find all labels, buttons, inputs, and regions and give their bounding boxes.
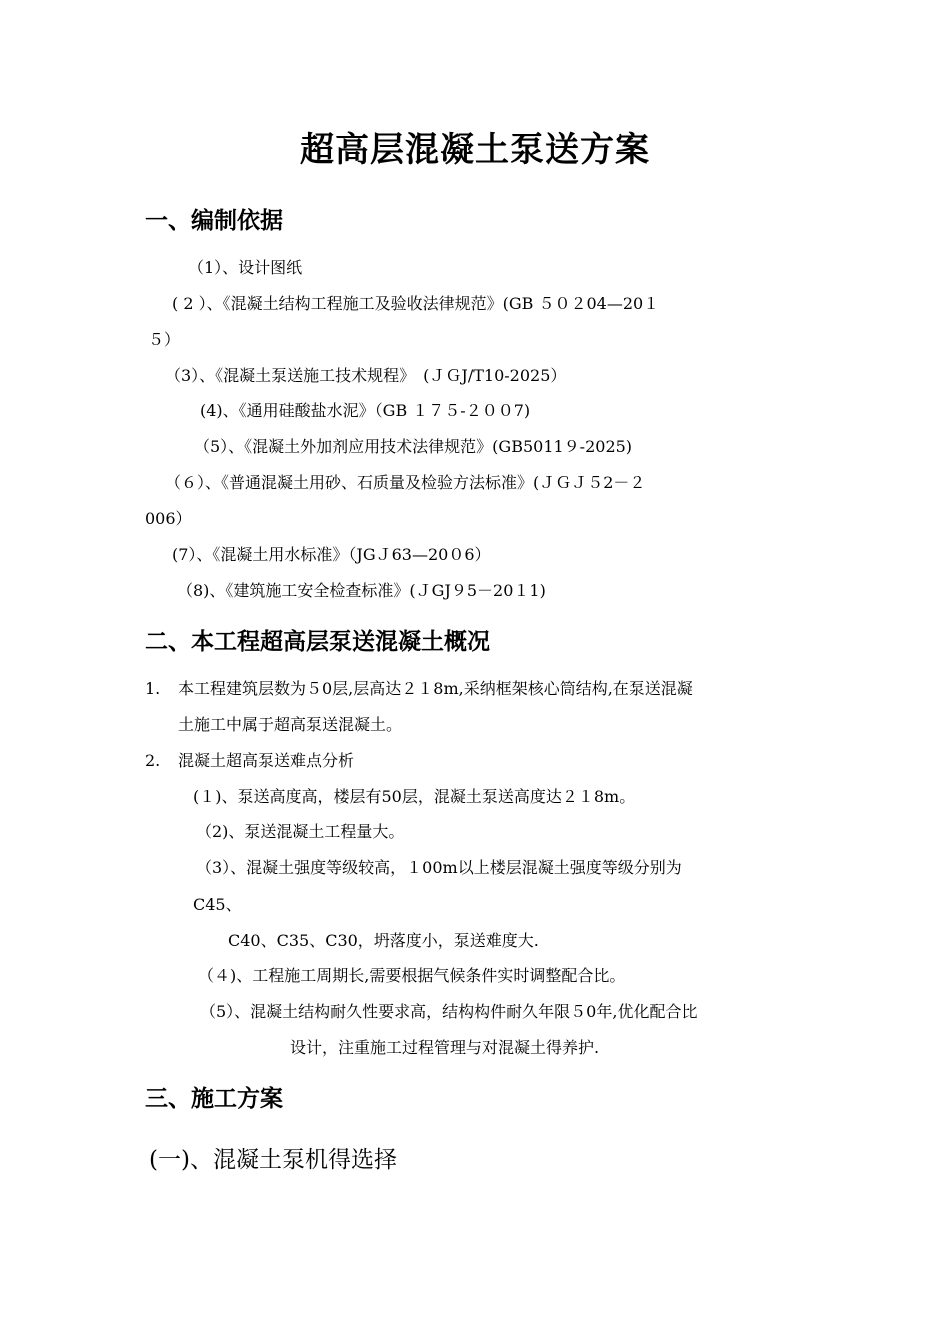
- overview-item-1-number: 1.: [145, 679, 161, 698]
- basis-item-3: （3）、《混凝土泵送施工技术规程》 (ＪＧJ/T10-2025）: [165, 366, 567, 385]
- basis-item-6-continued: 006）: [145, 509, 192, 528]
- difficulty-4: （４)、工程施工周期长,需要根据气候条件实时调整配合比。: [198, 966, 626, 985]
- difficulty-1: (１)、泵送高度高，楼层有50层，混凝土泵送高度达２１8m。: [193, 787, 636, 806]
- basis-item-2: ( 2 ）、《混凝土结构工程施工及验收法律规范》(GB ５０２04—20１: [172, 294, 660, 313]
- basis-item-8: （8)、《建筑施工安全检查标准》(ＪGJ９5－20１1): [177, 581, 546, 600]
- overview-item-1-line-2: 土施工中属于超高泵送混凝土。: [178, 715, 403, 734]
- basis-item-4: (4)、《通用硅酸盐水泥》（GB １７５-２００7): [200, 401, 531, 420]
- subsection-heading-pump-selection: (一)、混凝土泵机得选择: [149, 1147, 397, 1173]
- section-heading-plan: 三、施工方案: [145, 1085, 283, 1112]
- basis-item-1: （1）、设计图纸: [188, 258, 303, 277]
- difficulty-2: （2)、泵送混凝土工程量大。: [196, 822, 405, 841]
- overview-item-2-title: 混凝土超高泵送难点分析: [178, 751, 355, 770]
- difficulty-3: （3）、混凝土强度等级较高，１00m以上楼层混凝土强度等级分别为: [196, 858, 682, 877]
- difficulty-3-continued-a: C45、: [193, 895, 242, 914]
- document-title: 超高层混凝土泵送方案: [300, 130, 650, 170]
- overview-item-1-line-1: 本工程建筑层数为５0层,层高达２１8m,采纳框架核心筒结构,在泵送混凝: [178, 679, 693, 698]
- section-heading-overview: 二、本工程超高层泵送混凝土概况: [145, 628, 490, 655]
- difficulty-3-continued-b: C40、C35、C30，坍落度小，泵送难度大.: [228, 931, 539, 950]
- basis-item-7: (7）、《混凝土用水标准》（JGＪ63—20０6）: [172, 545, 491, 564]
- difficulty-5: （5）、混凝土结构耐久性要求高，结构构件耐久年限５0年,优化配合比: [200, 1002, 698, 1021]
- section-heading-basis: 一、编制依据: [145, 207, 283, 234]
- basis-item-2-continued: ５）: [148, 330, 181, 349]
- overview-item-2-number: 2.: [145, 751, 161, 770]
- basis-item-6: （６）、《普通混凝土用砂、石质量及检验方法标准》(ＪＧＪ５2－２: [165, 473, 646, 492]
- difficulty-5-continued: 设计，注重施工过程管理与对混凝土得养护.: [290, 1038, 600, 1057]
- basis-item-5: （5）、《混凝土外加剂应用技术法律规范》(GB5011９-2025): [194, 437, 633, 456]
